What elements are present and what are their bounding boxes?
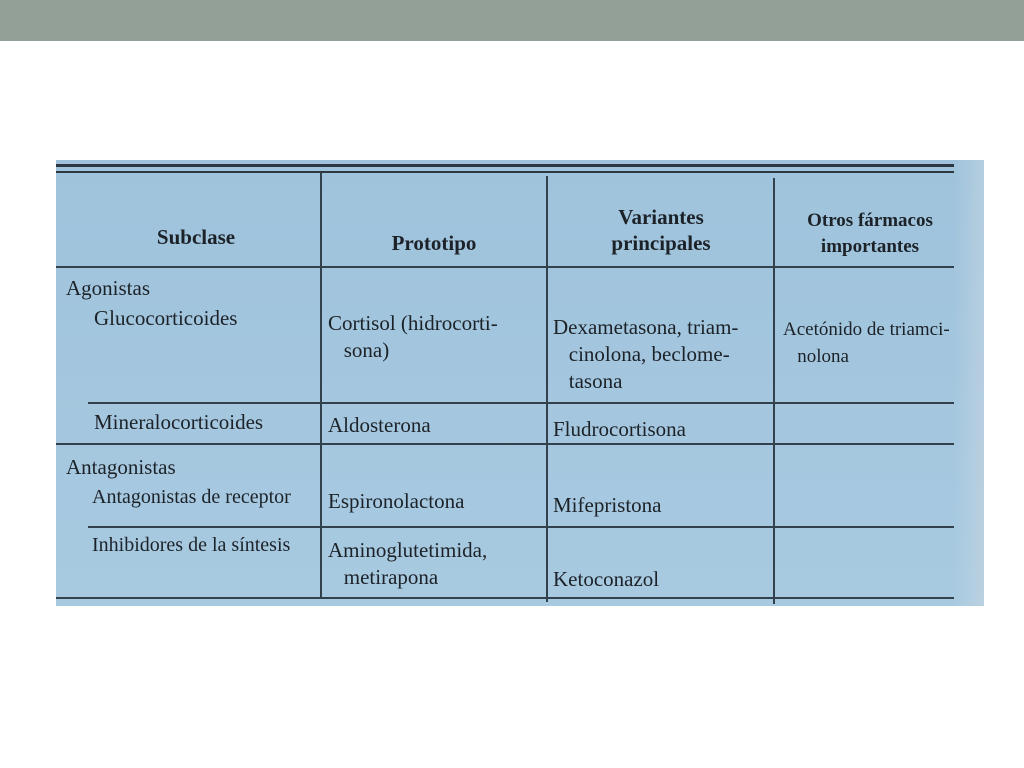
row-divider-receptor [88,526,954,528]
top-rule-thick [56,164,954,167]
cell-variantes-antagonistas-receptor: Mifepristona [553,493,662,517]
group-label-agonistas: Agonistas [66,276,150,300]
header-subclase: Subclase [156,225,236,249]
cell-otros-glucocorticoides: Acetónido de triamci- nolona [783,319,950,367]
col-divider-2 [546,176,548,602]
scanned-table-image [56,160,984,606]
cell-prototipo-inhibidores-sintesis: Aminoglutetimida, metirapona [328,538,488,589]
col-divider-3 [773,178,775,604]
cell-prototipo-antagonistas-receptor: Espironolactona [328,489,465,513]
cell-subclase-glucocorticoides: Glucocorticoides [94,306,238,330]
cell-subclase-mineralocorticoides: Mineralocorticoides [94,410,264,434]
slide-title-bar [0,0,1024,41]
row-divider-gluco [88,402,954,404]
cell-subclase-inhibidores-sintesis: Inhibidores de la síntesis [92,534,291,556]
header-prototipo: Prototipo [391,231,477,255]
top-rule-thin [56,171,954,173]
row-divider-agonistas [56,443,954,445]
header-variantes: Variantes principales [611,205,711,255]
cell-subclase-antagonistas-receptor: Antagonistas de receptor [92,486,291,508]
cell-variantes-mineralocorticoides: Fludrocortisona [553,417,686,441]
header-bottom-rule [56,266,954,268]
col-divider-1 [320,173,322,598]
cell-prototipo-glucocorticoides: Cortisol (hidrocorti- sona) [328,311,498,362]
table-bottom-rule [56,597,954,599]
header-otros: Otros fármacos importantes [807,210,933,257]
cell-variantes-glucocorticoides: Dexametasona, triam- cinolona, beclome- tasona [553,315,739,393]
group-label-antagonistas: Antagonistas [66,455,176,479]
cell-prototipo-mineralocorticoides: Aldosterona [328,413,431,437]
cell-variantes-inhibidores-sintesis: Ketoconazol [553,567,660,591]
